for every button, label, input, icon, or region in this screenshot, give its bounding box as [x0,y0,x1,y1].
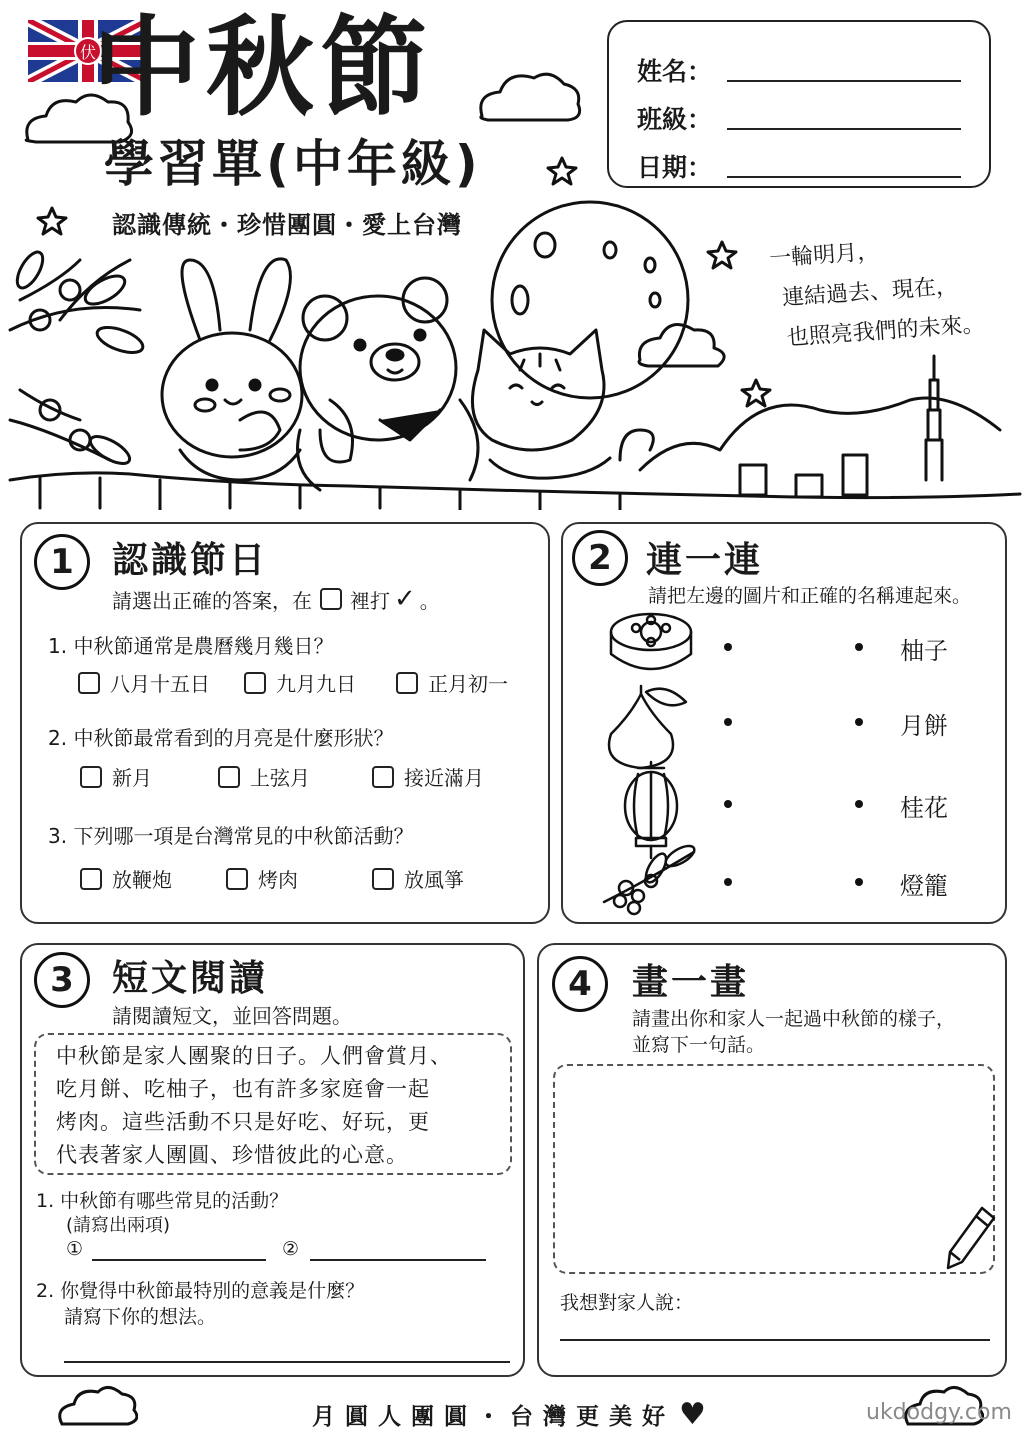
name-label: 姓名： [637,57,713,86]
section-3-title: 短文閱讀 [112,958,269,999]
lantern-icon [625,762,677,858]
option[interactable]: 放風箏 [372,864,464,893]
passage-line: 烤肉。這些活動不只是好吃、好玩，更 [56,1110,430,1134]
mooncake-icon [611,614,691,669]
poem [768,225,986,359]
pencil-icon [942,1202,998,1272]
section-1-instruction: 請選出正確的答案，在 裡打 ✓ 。 [112,584,440,614]
name-field[interactable] [727,79,961,82]
section-3-instruction: 請閱讀短文，並回答問題。 [112,1004,352,1028]
message-line[interactable] [560,1338,990,1341]
section-4-title: 畫一畫 [632,962,750,1003]
poem-line: 一輪明月， [768,239,880,272]
match-name: 燈籠 [900,872,948,900]
question-2: 2. 中秋節最常看到的月亮是什麼形狀？ [48,726,394,750]
tagline: 認識傳統・珍惜團圓・愛上台灣 [112,211,462,239]
matching-pictures [596,606,706,922]
check-icon: ✓ [394,584,416,614]
section-1-number: 1 [34,534,90,590]
match-dot-right[interactable] [855,718,863,726]
watermark: ukdodgy.com [866,1400,1012,1425]
option[interactable]: 接近滿月 [372,762,484,791]
mountain-skyline [640,398,1000,470]
checkbox[interactable] [80,868,102,890]
answer-line-2[interactable] [310,1258,486,1261]
checkbox-sample-icon [320,588,342,610]
option[interactable]: 烤肉 [226,864,298,893]
cat-character [472,330,604,450]
question-3: 3. 下列哪一項是台灣常見的中秋節活動？ [48,824,414,848]
drawing-area[interactable] [553,1064,995,1274]
section-2-instruction: 請把左邊的圖片和正確的名稱連起來。 [648,585,972,607]
reading-question-1: 1. 中秋節有哪些常見的活動？ [36,1190,289,1212]
star-icon [708,242,736,268]
option[interactable]: 新月 [80,762,152,791]
match-name: 月餅 [900,712,948,740]
option[interactable]: 八月十五日 [78,668,210,697]
match-dot-left[interactable] [724,800,732,808]
answer-line-3[interactable] [64,1360,510,1363]
cloud-icon [481,74,580,120]
option[interactable]: 上弦月 [218,762,310,791]
option[interactable]: 九月九日 [244,668,356,697]
option[interactable]: 正月初一 [396,668,508,697]
match-dot-left[interactable] [724,643,732,651]
blank-2-marker: ② [282,1238,300,1260]
match-dot-right[interactable] [855,643,863,651]
match-dot-right[interactable] [855,800,863,808]
match-dot-left[interactable] [724,878,732,886]
match-dot-left[interactable] [724,718,732,726]
option[interactable]: 放鞭炮 [80,864,172,893]
reading-question-2: 2. 你覺得中秋節最特別的意義是什麼？ [36,1280,365,1302]
blank-1-marker: ① [66,1238,84,1260]
answer-line-1[interactable] [92,1258,266,1261]
star-icon [38,208,66,234]
checkbox[interactable] [244,672,266,694]
checkbox[interactable] [80,766,102,788]
checkbox[interactable] [226,868,248,890]
cloud-icon [54,1384,138,1430]
match-name: 柚子 [900,637,948,665]
section-3-number: 3 [34,952,90,1008]
match-dot-right[interactable] [855,878,863,886]
checkbox[interactable] [78,672,100,694]
section-4-number: 4 [552,956,608,1012]
poem-line: 也照亮我們的未來。 [786,312,986,351]
reading-passage [56,1040,452,1172]
student-info-box [607,20,991,188]
question-1: 1. 中秋節通常是農曆幾月幾日？ [48,634,334,658]
checkbox[interactable] [372,766,394,788]
star-icon [742,380,770,406]
footer-slogan: 月圓人團圓・台灣更美好 ♥ [312,1397,706,1432]
page-subtitle: 學習單(中年級) [104,135,482,193]
section-1-title: 認識節日 [112,540,269,581]
section-4-instruction-2: 並寫下一句話。 [632,1034,766,1056]
page-title: 中秋節 [92,6,435,131]
date-field[interactable] [727,175,961,178]
reading-question-1-note: (請寫出兩項) [66,1215,171,1236]
passage-line: 代表著家人團圓、珍惜彼此的心意。 [56,1143,408,1167]
match-name: 桂花 [900,794,948,822]
taipei-101 [926,356,942,480]
class-field[interactable] [727,127,961,130]
heart-icon: ♥ [679,1397,706,1432]
passage-line: 吃月餅、吃柚子，也有許多家庭會一起 [56,1077,430,1101]
passage-line: 中秋節是家人團聚的日子。人們會賞月、 [56,1044,452,1068]
poem-line: 連結過去、現在， [781,273,959,312]
section-4-instruction-1: 請畫出你和家人一起過中秋節的樣子， [632,1008,956,1030]
class-label: 班級： [637,105,713,134]
reading-question-2-note: 請寫下你的想法。 [64,1306,217,1328]
section-2-title: 連一連 [646,540,764,581]
rabbit-character [182,259,290,340]
checkbox[interactable] [372,868,394,890]
date-label: 日期： [637,153,713,182]
message-prompt: 我想對家人說： [560,1292,694,1314]
checkbox[interactable] [218,766,240,788]
star-icon [548,158,576,184]
section-2-number: 2 [572,530,628,586]
pomelo-icon [609,686,686,768]
checkbox[interactable] [396,672,418,694]
flag-badge: 伏 [79,43,97,62]
